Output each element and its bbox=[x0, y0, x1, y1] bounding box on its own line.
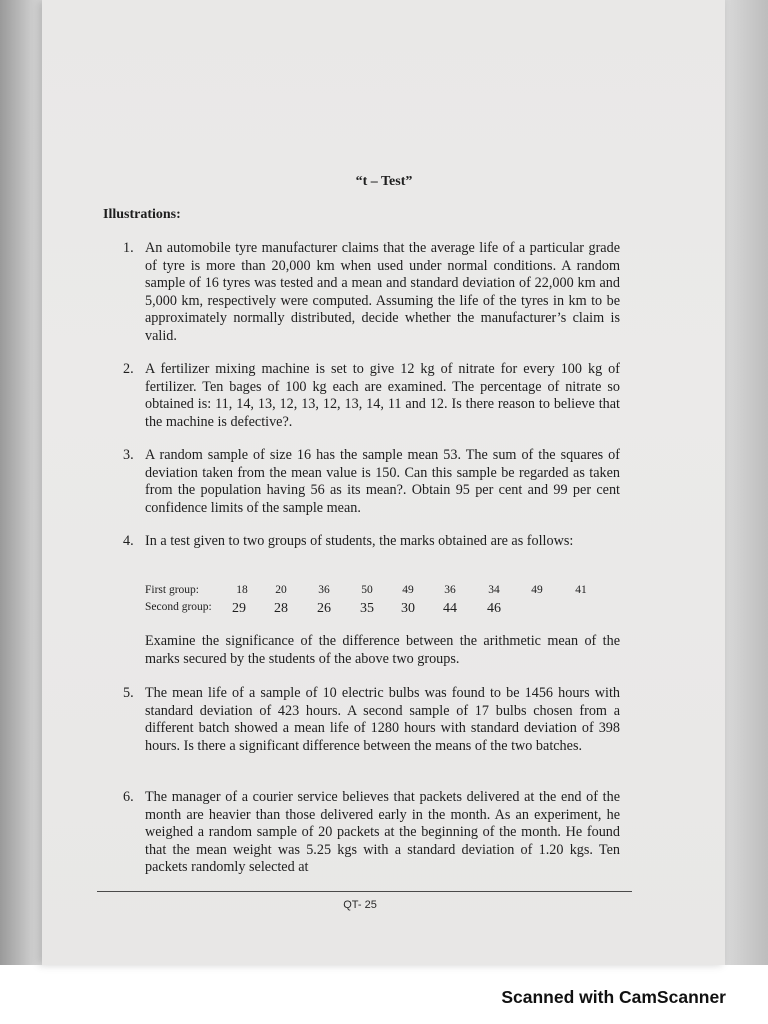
marks-row-first-group bbox=[145, 584, 605, 601]
mark-value: 49 bbox=[402, 584, 414, 596]
question-number: 5. bbox=[123, 685, 134, 701]
mark-value: 36 bbox=[318, 584, 330, 596]
scanner-watermark: Scanned with CamScanner bbox=[501, 987, 726, 1007]
section-heading: Illustrations: bbox=[103, 207, 181, 222]
question-text: The manager of a courier service believes that packets delivered at the end of the month are heavier than those delivered early in the month. As an experiment, he weighed a random sample of 20 packets at the beginning of the month. He found that the mean weight was 5.25 kgs with a standard deviation of 1.20 kgs. Ten packets randomly selected at bbox=[145, 789, 620, 875]
page-title: “t – Test” bbox=[355, 174, 413, 189]
question-5 bbox=[123, 685, 620, 755]
question-text: An automobile tyre manufacturer claims that the average life of a particular grade of tyre is more than 20,000 km when used under normal conditions. A random sample of 16 tyres was tested and a mean and standard deviation of 22,000 km and 5,000 km, respectively were computed. Assuming the life of the tyres in km to be approximately normally distributed, decide whether the manufacturer’s claim is valid. bbox=[145, 240, 620, 344]
mark-value: 46 bbox=[487, 601, 501, 616]
mark-value: 29 bbox=[232, 601, 246, 616]
question-text: A random sample of size 16 has the sample mean 53. The sum of the squares of deviation taken from the mean value is 150. Can this sample be regarded as taken from the population having 56 as its mean?. Obtain 95 per cent and 99 per cent confidence limits of the sample mean. bbox=[145, 447, 620, 516]
mark-value: 28 bbox=[274, 601, 288, 616]
mark-value: 41 bbox=[575, 584, 587, 596]
row-label: First group: bbox=[145, 584, 199, 596]
marks-table bbox=[145, 584, 605, 618]
row-label: Second group: bbox=[145, 601, 212, 613]
mark-value: 50 bbox=[361, 584, 373, 596]
question-text: The mean life of a sample of 10 electric bulbs was found to be 1456 hours with standard deviation of 423 hours. A second sample of 17 bulbs chosen from a different batch showed a mean life of 1280 hours with standard deviation of 398 hours. Is there a significant difference between the means of the two batches. bbox=[145, 685, 620, 754]
page-number: QT- 25 bbox=[343, 899, 377, 911]
marks-row-second-group bbox=[145, 601, 605, 618]
mark-value: 36 bbox=[444, 584, 456, 596]
question-6 bbox=[123, 789, 620, 877]
footer-rule bbox=[97, 891, 632, 892]
question-number: 4. bbox=[123, 533, 134, 549]
question-number: 2. bbox=[123, 361, 134, 377]
mark-value: 49 bbox=[531, 584, 543, 596]
mark-value: 34 bbox=[488, 584, 500, 596]
examine-text: Examine the significance of the difference between the arithmetic mean of the marks secured by the students of the above two groups. bbox=[145, 633, 620, 667]
question-text: In a test given to two groups of students, the marks obtained are as follows: bbox=[145, 533, 574, 549]
question-3 bbox=[123, 447, 620, 517]
mark-value: 18 bbox=[236, 584, 248, 596]
question-text: A fertilizer mixing machine is set to give 12 kg of nitrate for every 100 kg of fertilizer. Ten bages of 100 kg each are examined. The percentage of nitrate so obtained is: 11, 14, 13, 12, 13, 12, 13, 14, 11 and 12. Is there reason to believe that the machine is defective?. bbox=[145, 361, 620, 430]
mark-value: 20 bbox=[275, 584, 287, 596]
question-number: 6. bbox=[123, 789, 134, 805]
mark-value: 26 bbox=[317, 601, 331, 616]
mark-value: 35 bbox=[360, 601, 374, 616]
question-2 bbox=[123, 361, 620, 431]
question-number: 3. bbox=[123, 447, 134, 463]
mark-value: 30 bbox=[401, 601, 415, 616]
question-1 bbox=[123, 240, 620, 345]
question-4 bbox=[123, 533, 620, 551]
question-number: 1. bbox=[123, 240, 134, 256]
mark-value: 44 bbox=[443, 601, 457, 616]
